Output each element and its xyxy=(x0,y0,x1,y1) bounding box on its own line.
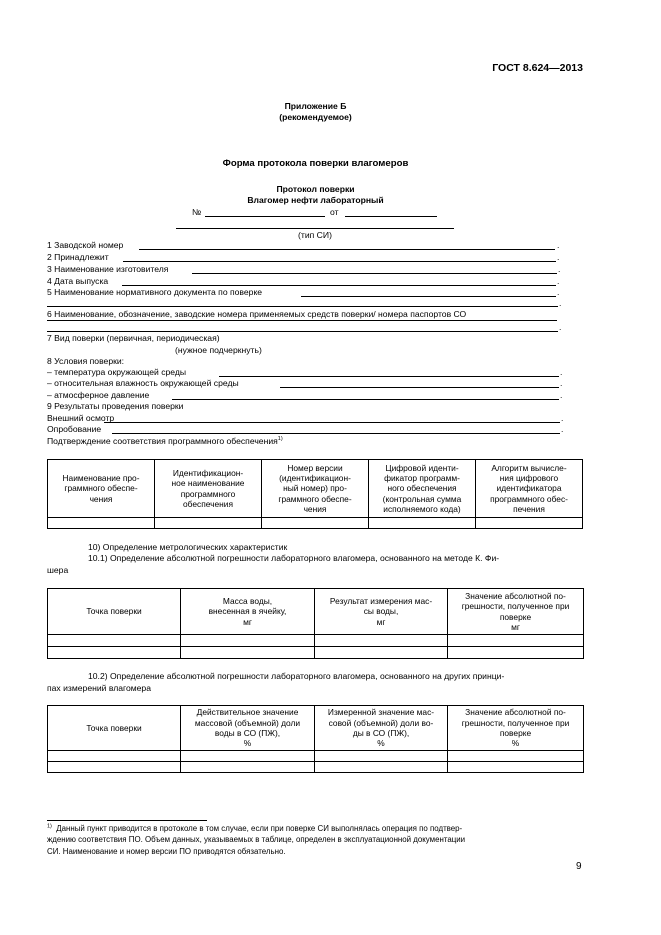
field-verification-type-note: (нужное подчеркнуть) xyxy=(175,345,262,355)
field-serial-line[interactable] xyxy=(139,249,555,250)
field-conditions-label: 8 Условия поверки: xyxy=(47,356,125,366)
field-equipment-end: . xyxy=(559,322,562,332)
field-date-label: 4 Дата выпуска xyxy=(47,276,109,286)
protocol-subtitle: Влагомер нефти лабораторный xyxy=(247,195,384,205)
field-equipment-line-2[interactable] xyxy=(47,331,558,332)
number-label: № xyxy=(192,207,202,217)
table-cell[interactable] xyxy=(181,751,315,762)
footnote-separator xyxy=(47,820,207,821)
kf-results-table-header-cell xyxy=(48,589,181,635)
table-cell[interactable] xyxy=(315,762,448,773)
other-methods-table-header-cell xyxy=(448,706,584,751)
other-methods-table-header-row xyxy=(48,706,584,751)
field-normdoc-end: . xyxy=(557,287,560,297)
footnote-line-2: ждению соответствия ПО. Объем данных, указываемых в таблице, определен в эксплуатационной документации xyxy=(47,835,466,845)
other-methods-table-header-text: Измеренной значение мас- совой (объемной) доли во- ды в СО (ПЖ), % xyxy=(327,707,435,749)
field-owner-line[interactable] xyxy=(123,261,556,262)
software-table-header-cell xyxy=(476,460,583,518)
table-row xyxy=(48,635,584,647)
table-cell[interactable] xyxy=(48,647,181,659)
other-methods-table-header-text: Значение абсолютной по- грешности, полученное при поверке % xyxy=(461,707,570,749)
software-table-header-cell xyxy=(262,460,369,518)
table-cell[interactable] xyxy=(181,635,315,647)
kf-results-table-header-text: Точка поверки xyxy=(86,606,142,617)
software-table-header-text: Наименование про- граммного обеспе- чения xyxy=(62,473,140,504)
table-cell[interactable] xyxy=(315,751,448,762)
field-normdoc-line-2[interactable] xyxy=(47,306,558,307)
field-humidity-line[interactable] xyxy=(280,387,559,388)
section-10-2-line1: 10.2) Определение абсолютной погрешности лабораторного влагомера, основанного на других принци- xyxy=(88,671,505,681)
appendix-subtitle: (рекомендуемое) xyxy=(279,112,352,122)
table-cell[interactable] xyxy=(369,518,476,529)
other-methods-table-header-cell xyxy=(181,706,315,751)
footnote-line-3: СИ. Наименование и номер версии ПО приводятся обязательно. xyxy=(47,846,286,856)
kf-results-table-header-cell xyxy=(181,589,315,635)
software-table-header-text: Цифровой иденти- фикатор программ- ного обеспечения (контрольная сумма исполняемого кода) xyxy=(382,462,462,514)
kf-results-table-header-cell xyxy=(448,589,584,635)
field-normdoc-line[interactable] xyxy=(301,296,556,297)
footnote xyxy=(47,823,587,857)
table-cell[interactable] xyxy=(48,635,181,647)
field-owner-end: . xyxy=(557,252,560,262)
field-equipment-label: 6 Наименование, обозначение, заводские номера применяемых средств поверки/ номера паспортов СО xyxy=(47,309,467,319)
table-cell[interactable] xyxy=(315,635,448,647)
field-testing-line[interactable] xyxy=(112,433,560,434)
software-table-header-row xyxy=(48,460,583,518)
table-row xyxy=(48,647,584,659)
field-manufacturer-line[interactable] xyxy=(192,273,557,274)
table-cell[interactable] xyxy=(262,518,369,529)
field-date-line[interactable] xyxy=(122,285,556,286)
field-results-label: 9 Результаты проведения поверки xyxy=(47,401,184,411)
field-inspection-end: . xyxy=(561,413,564,423)
kf-results-table xyxy=(47,588,584,659)
form-title: Форма протокола поверки влагомеров xyxy=(222,158,409,169)
section-10-2-line2: пах измерений влагомера xyxy=(47,683,151,693)
kf-results-table-header-cell xyxy=(315,589,448,635)
section-10-1-line2: шера xyxy=(47,565,69,575)
standard-number: ГОСТ 8.624—2013 xyxy=(492,62,583,74)
field-normdoc-end-2: . xyxy=(559,298,562,308)
software-table-header-text: Идентификацион- ное наименование программного обеспечения xyxy=(171,467,245,509)
type-caption: (тип СИ) xyxy=(298,230,332,240)
protocol-title: Протокол поверки xyxy=(276,184,355,194)
field-pressure-line[interactable] xyxy=(172,399,559,400)
field-temperature-label: – температура окружающей среды xyxy=(47,367,187,377)
field-equipment-line[interactable] xyxy=(47,320,557,321)
field-pressure-label: – атмосферное давление xyxy=(47,390,150,400)
field-normdoc-label: 5 Наименование нормативного документа по поверке xyxy=(47,287,263,297)
table-cell[interactable] xyxy=(315,647,448,659)
field-humidity-label: – относительная влажность окружающей среды xyxy=(47,378,239,388)
kf-results-table-header-text: Масса воды, внесенная в ячейку, мг xyxy=(208,596,287,627)
software-table xyxy=(47,459,583,529)
appendix-title: Приложение Б xyxy=(284,101,347,111)
table-row xyxy=(48,762,584,773)
field-date-end: . xyxy=(557,276,560,286)
table-cell[interactable] xyxy=(48,518,155,529)
section-10-1-line1: 10.1) Определение абсолютной погрешности лабораторного влагомера, основанного на методе К. Фи- xyxy=(88,553,500,563)
table-row xyxy=(48,518,583,529)
table-cell[interactable] xyxy=(181,647,315,659)
other-methods-table xyxy=(47,705,584,773)
table-cell[interactable] xyxy=(476,518,583,529)
table-cell[interactable] xyxy=(155,518,262,529)
table-row xyxy=(48,751,584,762)
field-humidity-end: . xyxy=(560,378,563,388)
field-owner-label: 2 Принадлежит xyxy=(47,252,109,262)
table-cell[interactable] xyxy=(48,751,181,762)
kf-results-table-header-text: Значение абсолютной по- грешности, полученное при поверке мг xyxy=(461,590,570,632)
other-methods-table-header-text: Точка поверки xyxy=(86,722,142,733)
table-cell[interactable] xyxy=(448,762,584,773)
field-serial-end: . xyxy=(557,240,560,250)
field-testing-label: Опробование xyxy=(47,424,102,434)
table-cell[interactable] xyxy=(181,762,315,773)
from-label: от xyxy=(330,207,339,217)
field-software-label xyxy=(47,436,283,448)
software-table-header-text: Номер версии (идентификацион- ный номер) про- граммного обеспе- чения xyxy=(278,462,352,514)
software-table-header-cell xyxy=(155,460,262,518)
software-table-header-text: Алгоритм вычисле- ния цифрового идентификатора программного обес- печения xyxy=(490,462,568,514)
field-software-text: Подтверждение соответствия программного обеспечения xyxy=(47,436,278,446)
number-blank[interactable] xyxy=(205,216,325,217)
field-inspection-line[interactable] xyxy=(104,422,560,423)
other-methods-table-header-cell xyxy=(315,706,448,751)
field-temperature-line[interactable] xyxy=(219,376,559,377)
software-table-header-cell xyxy=(48,460,155,518)
kf-results-table-header-text: Результат измерения мас- сы воды, мг xyxy=(329,596,433,627)
footnote-line-1 xyxy=(47,823,587,834)
other-methods-table-header-text: Действительное значение массовой (объемной) доли воды в СО (ПЖ), % xyxy=(194,707,301,749)
date-blank[interactable] xyxy=(345,216,437,217)
table-cell[interactable] xyxy=(448,647,584,659)
field-inspection-label: Внешний осмотр xyxy=(47,413,115,423)
software-table-header-cell xyxy=(369,460,476,518)
section-10-title: 10) Определение метрологических характеристик xyxy=(88,542,288,552)
other-methods-table-header-cell xyxy=(48,706,181,751)
table-cell[interactable] xyxy=(448,635,584,647)
field-manufacturer-end: . xyxy=(558,264,561,274)
field-manufacturer-label: 3 Наименование изготовителя xyxy=(47,264,169,274)
table-cell[interactable] xyxy=(48,762,181,773)
kf-results-table-header-row xyxy=(48,589,584,635)
type-blank[interactable] xyxy=(176,228,454,229)
table-cell[interactable] xyxy=(448,751,584,762)
field-serial-label: 1 Заводской номер xyxy=(47,240,124,250)
footnote-marker: 1) xyxy=(47,823,52,830)
field-testing-end: . xyxy=(561,424,564,434)
field-pressure-end: . xyxy=(560,390,563,400)
footnote-ref: 1) xyxy=(277,436,283,443)
field-temperature-end: . xyxy=(560,367,563,377)
field-verification-type-label: 7 Вид поверки (первичная, периодическая) xyxy=(47,333,220,343)
page-number: 9 xyxy=(576,861,582,872)
footnote-text-1: Данный пункт приводится в протоколе в том случае, если при поверке СИ выполнялась операция по подтвер- xyxy=(56,824,463,833)
